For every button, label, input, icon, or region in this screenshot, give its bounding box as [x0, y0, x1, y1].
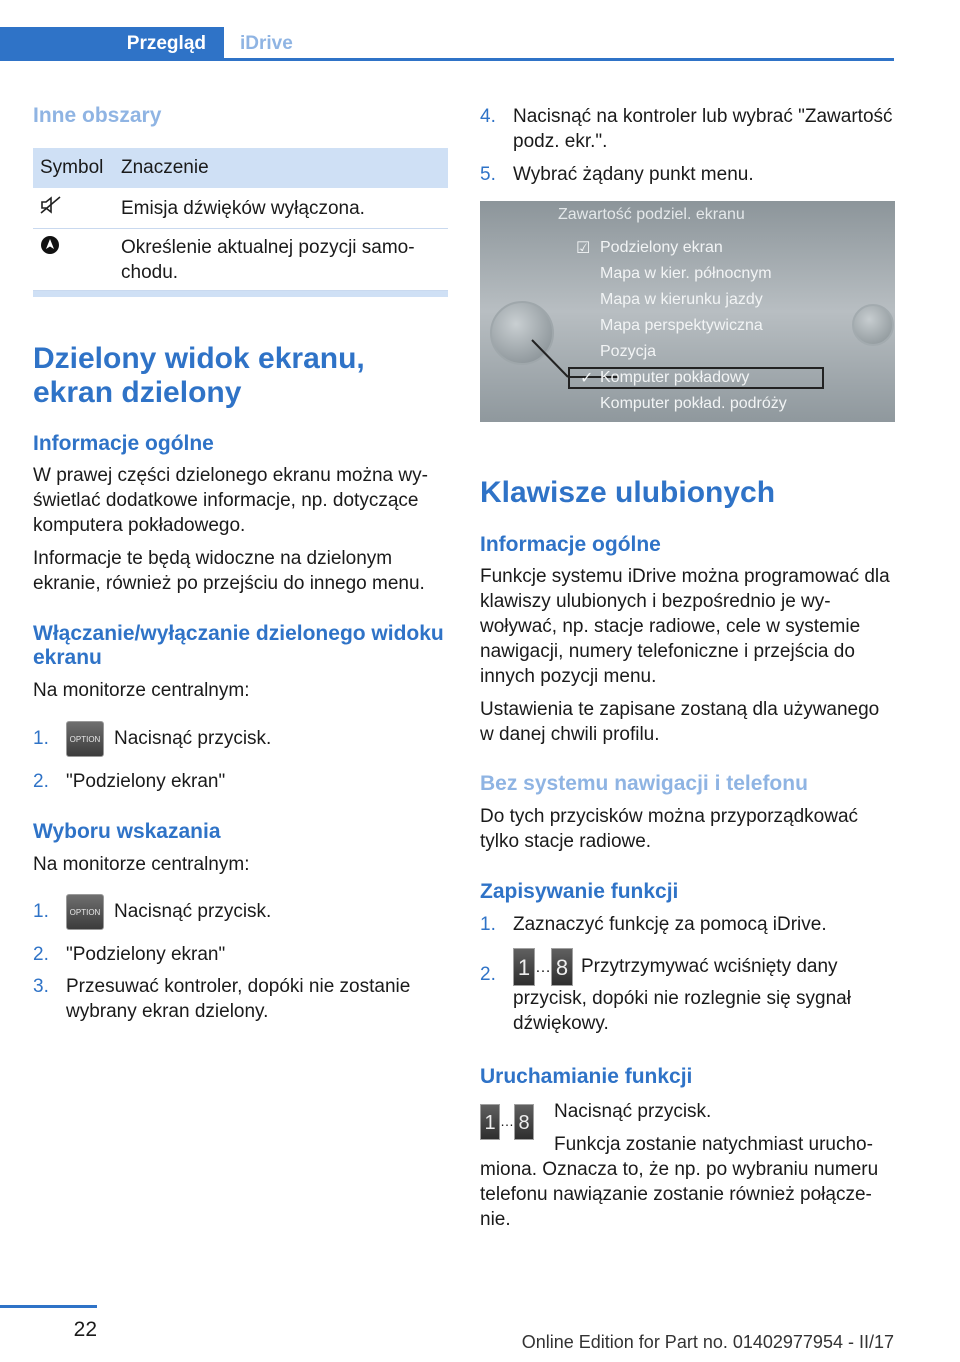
- list-text: Przesuwać kontroler, dopóki nie zostanie wybrany ekran dzielony.: [66, 976, 411, 1022]
- paragraph: Nacisnąć przycisk.: [554, 1101, 712, 1122]
- edition-text: Online Edition for Part no. 01402977954 - II/17: [521, 1332, 894, 1352]
- menu-item: Komputer pokład. podróży: [600, 395, 787, 412]
- menu-item: Mapa w kierunku jazdy: [600, 291, 763, 308]
- menu-item: Pozycja: [600, 343, 657, 360]
- list-number: 4.: [480, 106, 496, 127]
- list-text: "Podzielony ekran": [66, 771, 226, 792]
- heading-dzielony-widok: Dzielony widok ekranu, ekran dzielony: [33, 342, 365, 409]
- checkmark-icon: ✓: [580, 370, 594, 387]
- list-text: Zaznaczyć funkcję za pomocą iDrive.: [513, 914, 827, 935]
- list-item: [33, 769, 448, 794]
- heading-bez-systemu: Bez systemu nawigacji i telefonu: [480, 772, 808, 795]
- dots: …: [500, 1113, 514, 1130]
- paragraph: miona. Oznacza to, że np. po wybraniu numeru telefonu nawiązanie zostanie również połącze-nie.: [480, 1159, 879, 1230]
- list-item: [33, 974, 448, 1024]
- favorite-key-1-icon: 1: [513, 948, 535, 986]
- menu-item: Podzielony ekran: [600, 239, 723, 256]
- list-item: [480, 912, 896, 937]
- heading-klawisze: Klawisze ulubionych: [480, 476, 776, 509]
- favorite-key-8-icon: 8: [551, 948, 573, 986]
- list-text: "Podzielony ekran": [66, 944, 226, 965]
- list-item: [33, 893, 448, 931]
- heading-informacje-ogolne: Informacje ogólne: [33, 432, 214, 455]
- list-text: Przytrzymywać wciśnięty dany przycisk, dopóki nie rozlegnie się sygnał dźwiękowy.: [513, 956, 851, 1034]
- footer-line: [0, 1305, 97, 1308]
- position-icon: [33, 235, 121, 290]
- col-header-znaczenie: Znaczenie: [121, 157, 209, 178]
- list-item: [480, 104, 896, 154]
- tab-idrive[interactable]: iDrive: [240, 33, 293, 54]
- mute-icon: [33, 195, 121, 222]
- list-item: [480, 948, 896, 1036]
- tab-przeglad[interactable]: Przegląd: [0, 27, 224, 61]
- list-item: [480, 162, 896, 187]
- heading-wyboru: Wyboru wskazania: [33, 820, 221, 843]
- paragraph: Na monitorze centralnym:: [33, 680, 250, 701]
- list-text: Nacisnąć na kontroler lub wybrać "Zawartość podz. ekr.".: [513, 106, 893, 152]
- side-knob-icon: [852, 304, 894, 346]
- page-number: 22: [73, 1318, 97, 1341]
- heading-wlaczanie: Włączanie/wyłączanie dzielonego widoku ekranu: [33, 622, 444, 669]
- favorite-key-8-icon: 8: [514, 1104, 534, 1140]
- menu-item: Mapa w kier. północnym: [600, 265, 772, 282]
- paragraph: W prawej części dzielonego ekranu można wy-świetlać dodatkowe informacje, np. dotyczące komputera pokładowego.: [33, 465, 428, 536]
- list-item: [33, 942, 448, 967]
- list-text: Wybrać żądany punkt menu.: [513, 164, 754, 185]
- list-number: 1.: [480, 914, 496, 935]
- section-heading-inne: Inne obszary: [33, 104, 162, 127]
- list-text: Nacisnąć przycisk.: [114, 901, 272, 922]
- screen-title: Zawartość podziel. ekranu: [558, 206, 745, 223]
- table-row: [33, 188, 448, 229]
- checkbox-icon: ☑: [576, 240, 591, 257]
- paragraph: Ustawienia te zapisane zostaną dla używanego w danej chwili profilu.: [480, 699, 880, 745]
- list-number: 5.: [480, 164, 496, 185]
- symbol-table: [33, 148, 448, 297]
- list-text: Nacisnąć przycisk.: [114, 728, 272, 749]
- list-number: 2.: [33, 771, 49, 792]
- col-header-symbol: Symbol: [40, 157, 104, 178]
- paragraph: Funkcja zostanie natychmiast urucho-: [554, 1134, 873, 1155]
- table-row: [33, 229, 448, 291]
- option-button-icon: OPTION: [66, 721, 104, 757]
- favorite-key-1-icon: 1: [480, 1104, 500, 1140]
- dots: …: [535, 959, 551, 977]
- paragraph: Do tych przycisków można przyporządkować tylko stacje radiowe.: [480, 806, 859, 852]
- paragraph: Na monitorze centralnym:: [33, 854, 250, 875]
- menu-item: Komputer pokładowy: [600, 369, 750, 386]
- option-button-icon: OPTION: [66, 894, 104, 930]
- menu-item: Mapa perspektywiczna: [600, 317, 763, 334]
- list-number: 3.: [33, 976, 49, 997]
- heading-informacje-ogolne: Informacje ogólne: [480, 533, 661, 556]
- idrive-screen-image: [480, 201, 895, 422]
- table-cell: Emisja dźwięków wyłączona.: [121, 197, 365, 219]
- heading-uruchamianie: Uruchamianie funkcji: [480, 1065, 693, 1088]
- favorite-keys-icon: [480, 1104, 546, 1146]
- list-number: 1.: [33, 728, 49, 749]
- heading-zapisywanie: Zapisywanie funkcji: [480, 880, 679, 903]
- list-number: 1.: [33, 901, 49, 922]
- list-number: 2.: [33, 944, 49, 965]
- paragraph: Funkcje systemu iDrive można programować dla klawiszy ulubionych i bezpośrednio je wy-woływać, np. stacje radiowe, cele w systemie nawigacji, numery telefoniczne i przejścia do innych pozycji menu.: [480, 566, 890, 687]
- paragraph: Informacje te będą widoczne na dzielonym ekranie, również po przejściu do innego menu.: [33, 548, 425, 594]
- table-header: [33, 148, 448, 188]
- table-cell: Określenie aktualnej pozycji samo-chodu.: [121, 237, 415, 283]
- list-number: 2.: [480, 964, 496, 985]
- list-item: [33, 720, 448, 758]
- table-footer-bar: [33, 291, 448, 297]
